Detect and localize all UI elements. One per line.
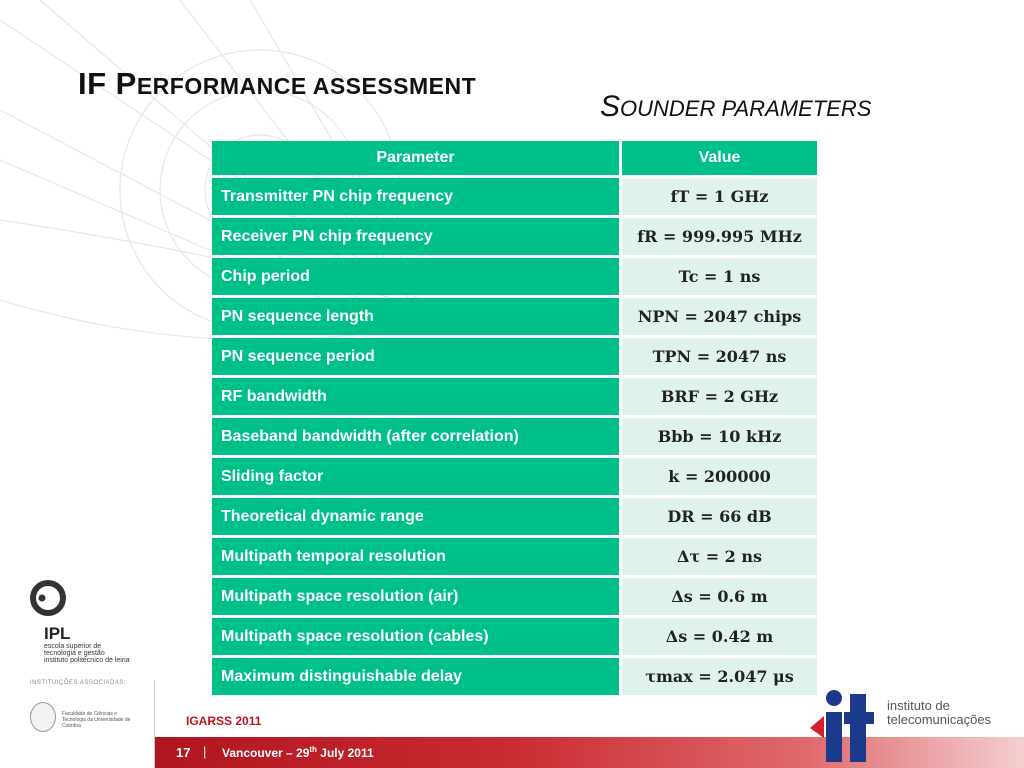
ipl-subtitle: escola superior de tecnologia e gestão instituto politécnico de leiria (44, 643, 130, 664)
param-value: Δτ = 2 ns (622, 538, 817, 575)
page-number: 17 (176, 745, 191, 760)
sounder-parameters-table (212, 138, 817, 698)
table-row (212, 498, 817, 535)
param-value: Bbb = 10 kHz (622, 418, 817, 455)
param-name: Chip period (212, 258, 622, 295)
university-seal-icon (30, 702, 56, 732)
associated-institutions-label: INSTITUIÇÕES ASSOCIADAS: (30, 680, 127, 686)
param-value: Δs = 0.6 m (622, 578, 817, 615)
table-row (212, 258, 817, 295)
table-row (212, 658, 817, 695)
param-value: k = 200000 (622, 458, 817, 495)
it-logo-icon (810, 688, 880, 768)
table-row (212, 458, 817, 495)
ipl-logo-icon (28, 578, 68, 618)
slide-title: IF PERFORMANCE ASSESSMENT (78, 66, 477, 101)
param-name: Theoretical dynamic range (212, 498, 622, 535)
table-row (212, 338, 817, 375)
footer-separator: | (203, 744, 207, 759)
param-name: RF bandwidth (212, 378, 622, 415)
university-name: Faculdade de Ciências e Tecnologia da Universidade de Coimbra (62, 711, 131, 729)
param-name: Multipath space resolution (cables) (212, 618, 622, 655)
param-name: Sliding factor (212, 458, 622, 495)
param-value: fR = 999.995 MHz (622, 218, 817, 255)
header-value: Value (622, 141, 817, 175)
it-institute-name: instituto de telecomunicações (887, 698, 992, 727)
slide-subtitle: SOUNDER PARAMETERS (600, 90, 872, 123)
table-row (212, 578, 817, 615)
header-parameter: Parameter (212, 141, 622, 175)
param-value: TPN = 2047 ns (622, 338, 817, 375)
param-value: DR = 66 dB (622, 498, 817, 535)
param-name: Transmitter PN chip frequency (212, 178, 622, 215)
param-name: Maximum distinguishable delay (212, 658, 622, 695)
param-name: PN sequence period (212, 338, 622, 375)
param-value: NPN = 2047 chips (622, 298, 817, 335)
table-row (212, 178, 817, 215)
conference-label: IGARSS 2011 (186, 714, 262, 728)
table-row (212, 538, 817, 575)
param-name: Baseband bandwidth (after correlation) (212, 418, 622, 455)
table-row (212, 418, 817, 455)
param-value: BRF = 2 GHz (622, 378, 817, 415)
ipl-name: IPL (44, 624, 71, 643)
param-value: Δs = 0.42 m (622, 618, 817, 655)
param-value: Tc = 1 ns (622, 258, 817, 295)
param-name: Multipath temporal resolution (212, 538, 622, 575)
table-row (212, 218, 817, 255)
param-name: Receiver PN chip frequency (212, 218, 622, 255)
param-value: τmax = 2.047 μs (622, 658, 817, 695)
param-value: fT = 1 GHz (622, 178, 817, 215)
table-row (212, 618, 817, 655)
table-row (212, 378, 817, 415)
param-name: PN sequence length (212, 298, 622, 335)
table-row (212, 298, 817, 335)
venue-date: Vancouver – 29th July 2011 (222, 745, 374, 760)
table-header-row (212, 141, 817, 175)
param-name: Multipath space resolution (air) (212, 578, 622, 615)
